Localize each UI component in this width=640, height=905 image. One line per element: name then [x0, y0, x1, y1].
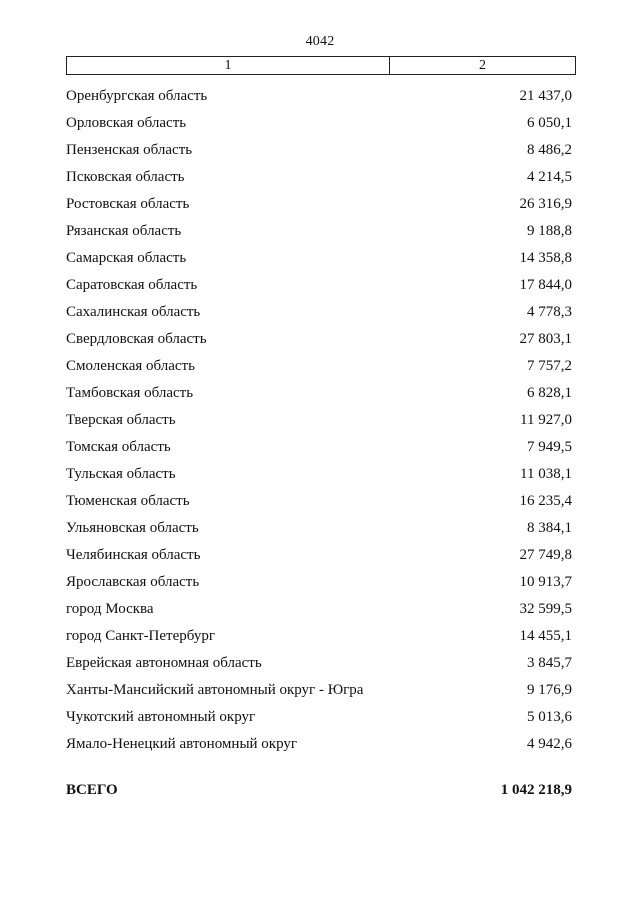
region-name: Тюменская область — [66, 493, 190, 509]
region-name: Псковская область — [66, 169, 185, 185]
region-value: 11 038,1 — [520, 466, 572, 482]
region-name: Пензенская область — [66, 142, 193, 158]
region-name: Оренбургская область — [66, 88, 208, 104]
region-name: Тамбовская область — [66, 385, 194, 401]
region-value: 6 050,1 — [527, 115, 572, 131]
region-name: Саратовская область — [66, 277, 198, 293]
table-row — [66, 223, 572, 250]
total-label: ВСЕГО — [66, 782, 118, 798]
table-row — [66, 304, 572, 331]
table-row — [66, 412, 572, 439]
region-value: 16 235,4 — [519, 493, 572, 509]
table-row — [66, 331, 572, 358]
table-row — [66, 628, 572, 655]
region-value: 4 778,3 — [527, 304, 572, 320]
region-name: город Москва — [66, 601, 154, 617]
table-row — [66, 169, 572, 196]
region-value: 8 384,1 — [527, 520, 572, 536]
region-name: Томская область — [66, 439, 171, 455]
table-row — [66, 385, 572, 412]
region-name: Челябинская область — [66, 547, 201, 563]
table-row — [66, 493, 572, 520]
region-value: 3 845,7 — [527, 655, 572, 671]
table-row — [66, 574, 572, 601]
region-value: 11 927,0 — [520, 412, 572, 428]
region-name: Ростовская область — [66, 196, 190, 212]
region-value: 32 599,5 — [519, 601, 572, 617]
region-name: Ярославская область — [66, 574, 200, 590]
table-row — [66, 142, 572, 169]
region-name: Ямало-Ненецкий автономный округ — [66, 736, 298, 752]
column-header-1: 1 — [67, 57, 390, 74]
table-row — [66, 736, 572, 763]
table-row — [66, 277, 572, 304]
region-value: 21 437,0 — [519, 88, 572, 104]
region-name: Самарская область — [66, 250, 187, 266]
region-name: Ханты-Мансийский автономный округ - Югра — [66, 682, 364, 698]
table-row — [66, 520, 572, 547]
region-value: 14 358,8 — [519, 250, 572, 266]
region-name: Смоленская область — [66, 358, 195, 374]
region-name: Свердловская область — [66, 331, 207, 347]
table-row — [66, 682, 572, 709]
total-value: 1 042 218,9 — [500, 782, 572, 798]
region-name: Ульяновская область — [66, 520, 199, 536]
region-value: 4 942,6 — [527, 736, 572, 752]
table-row — [66, 88, 572, 115]
region-value: 14 455,1 — [519, 628, 572, 644]
table-row — [66, 115, 572, 142]
region-value: 7 757,2 — [527, 358, 572, 374]
table-row — [66, 250, 572, 277]
table-row — [66, 601, 572, 628]
column-header-2: 2 — [479, 57, 486, 73]
region-value: 8 486,2 — [527, 142, 572, 158]
table-row — [66, 466, 572, 493]
region-name: Тульская область — [66, 466, 176, 482]
region-name: город Санкт-Петербург — [66, 628, 215, 644]
region-value: 5 013,6 — [527, 709, 572, 725]
table-row — [66, 196, 572, 223]
region-value: 9 176,9 — [527, 682, 572, 698]
region-value: 7 949,5 — [527, 439, 572, 455]
page-number: 4042 — [305, 34, 335, 49]
region-value: 26 316,9 — [519, 196, 572, 212]
region-name: Тверская область — [66, 412, 176, 428]
region-value: 27 803,1 — [519, 331, 572, 347]
region-value: 9 188,8 — [527, 223, 572, 239]
region-value: 27 749,8 — [519, 547, 572, 563]
table-row — [66, 439, 572, 466]
region-name: Еврейская автономная область — [66, 655, 262, 671]
region-name: Орловская область — [66, 115, 187, 131]
region-name: Сахалинская область — [66, 304, 201, 320]
region-value: 4 214,5 — [527, 169, 572, 185]
total-row — [66, 782, 572, 799]
table-row — [66, 358, 572, 385]
region-value: 6 828,1 — [527, 385, 572, 401]
table-body — [66, 88, 572, 763]
region-value: 17 844,0 — [519, 277, 572, 293]
table-row — [66, 709, 572, 736]
table-row — [66, 655, 572, 682]
region-value: 10 913,7 — [519, 574, 572, 590]
region-name: Рязанская область — [66, 223, 182, 239]
region-name: Чукотский автономный округ — [66, 709, 256, 725]
table-row — [66, 547, 572, 574]
column-header-row — [66, 56, 576, 75]
